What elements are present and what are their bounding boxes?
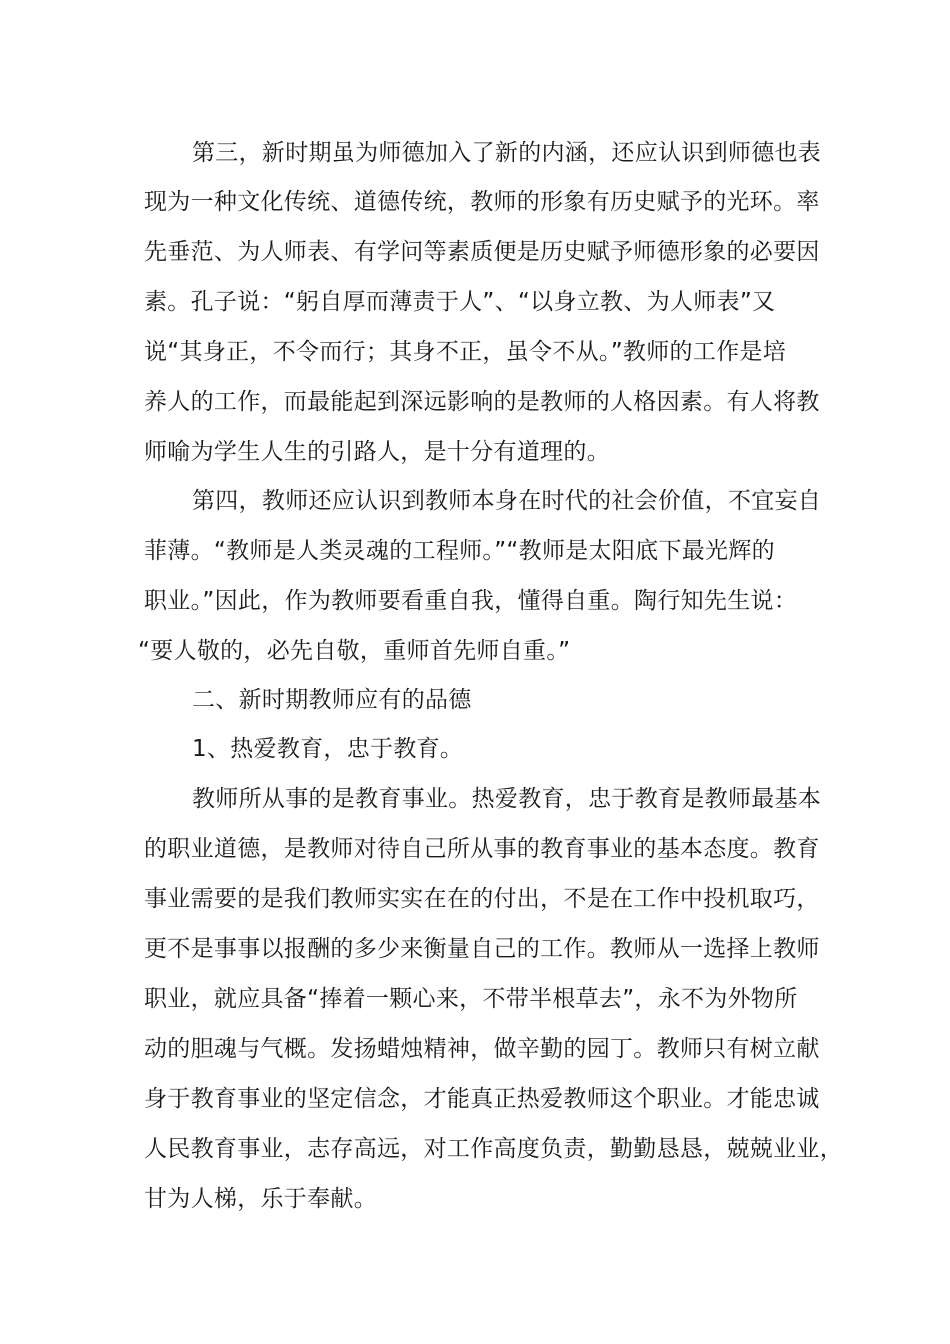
paragraph-line: 事业需要的是我们教师实实在在的付出，不是在工作中投机取巧， <box>144 886 820 912</box>
subsection-heading: 1、热爱教育，忠于教育。 <box>192 736 464 762</box>
paragraph-line: 的职业道德，是教师对待自己所从事的教育事业的基本态度。教育 <box>144 836 820 862</box>
paragraph-line: 师喻为学生人生的引路人，是十分有道理的。 <box>144 439 610 465</box>
paragraph-line: 菲薄。“教师是人类灵魂的工程师。”“教师是太阳底下最光辉的 <box>144 538 775 564</box>
paragraph-line: 更不是事事以报酬的多少来衡量自己的工作。教师从一选择上教师 <box>144 936 820 962</box>
paragraph-line: 第四，教师还应认识到教师本身在时代的社会价值，不宜妄自 <box>192 488 822 514</box>
paragraph-line: 甘为人梯，乐于奉献。 <box>144 1186 377 1212</box>
paragraph-line: 说“其身正，不令而行；其身不正，虽令不从。”教师的工作是培 <box>144 339 787 365</box>
paragraph-line: 职业。”因此，作为教师要看重自我，懂得自重。陶行知先生说： <box>144 588 798 614</box>
paragraph-line: 先垂范、为人师表、有学问等素质便是历史赋予师德形象的必要因 <box>144 239 820 265</box>
paragraph-line: 身于教育事业的坚定信念，才能真正热爱教师这个职业。才能忠诚 <box>144 1086 820 1112</box>
paragraph-line: 教师所从事的是教育事业。热爱教育，忠于教育是教师最基本 <box>192 786 822 812</box>
paragraph-line: 第三，新时期虽为师德加入了新的内涵，还应认识到师德也表 <box>192 140 822 166</box>
section-heading: 二、新时期教师应有的品德 <box>192 687 472 713</box>
paragraph-line: 动的胆魂与气概。发扬蜡烛精神，做辛勤的园丁。教师只有树立献 <box>144 1036 820 1062</box>
paragraph-line: 职业，就应具备“捧着一颗心来，不带半根草去”，永不为外物所 <box>144 986 798 1012</box>
paragraph-line: 现为一种文化传统、道德传统，教师的形象有历史赋予的光环。率 <box>144 189 820 215</box>
paragraph-line: 养人的工作，而最能起到深远影响的是教师的人格因素。有人将教 <box>144 389 820 415</box>
paragraph-line: “要人敬的，必先自敬，重师首先师自重。” <box>138 638 571 664</box>
paragraph-line: 素。孔子说：“躬自厚而薄责于人”、“以身立教、为人师表”又 <box>144 289 776 315</box>
paragraph-line: 人民教育事业，志存高远，对工作高度负责，勤勤恳恳，兢兢业业， <box>144 1136 843 1162</box>
